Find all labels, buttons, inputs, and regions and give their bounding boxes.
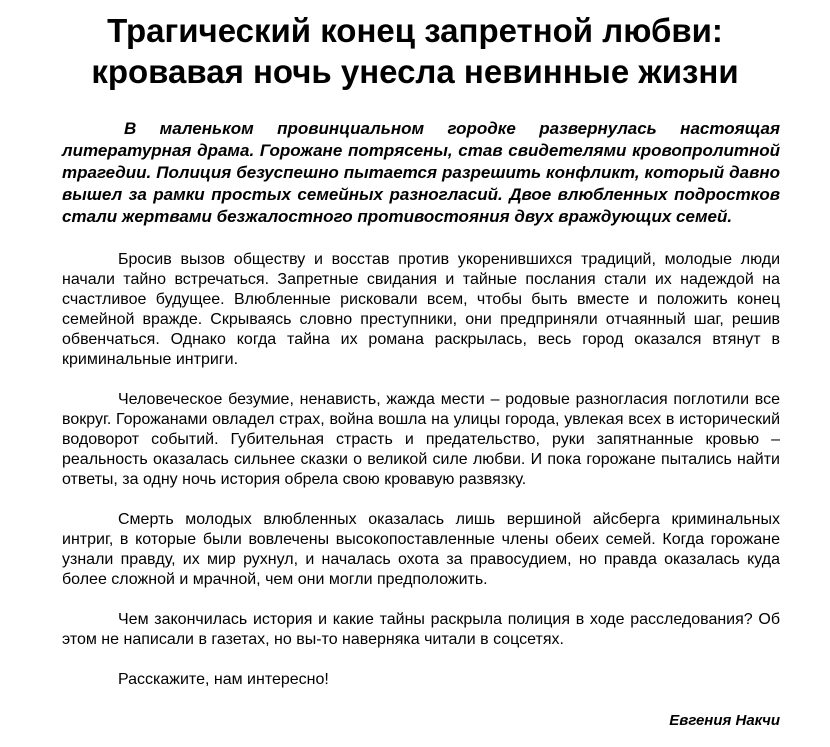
article-lead: В маленьком провинциальном городке развернулась настоящая литературная драма. Горожане потрясены, став свидетелями кровопролитной трагедии. Полиция безуспешно пытается разрешить конфликт, который давно вышел за рамки простых семейных разногласий. Двое влюбленных подростков стали жертвами безжалостного противостояния двух враждующих семей.: [62, 119, 780, 226]
article-headline: Трагический конец запретной любви: кровавая ночь унесла невинные жизни: [91, 12, 739, 90]
article-paragraph: Чем закончилась история и какие тайны раскрыла полиция в ходе расследования? Об этом не написали в газетах, но вы-то наверняка читали в соцсетях.: [62, 611, 780, 648]
article-paragraph: Бросив вызов обществу и восстав против укоренившихся традиций, молодые люди начали тайно встречаться. Запретные свидания и тайные послания стали их надеждой на счастливое будущее. Влюбленные рисковали всем, чтобы быть вместе и положить конец семейной вражде. Скрываясь словно преступники, они предприняли отчаянный шаг, решив обвенчаться. Однако когда тайна их романа раскрылась, весь город оказался втянут в криминальные интриги.: [62, 251, 780, 368]
article-author: Евгения Накчи: [669, 712, 780, 729]
article-paragraph: Смерть молодых влюбленных оказалась лишь вершиной айсберга криминальных интриг, в которые были вовлечены высокопоставленные члены обеих семей. Когда горожане узнали правду, их мир рухнул, и началась охота за правосудием, но правда оказалась куда более сложной и мрачной, чем они могли предположить.: [62, 511, 780, 588]
article-paragraph: Человеческое безумие, ненависть, жажда мести – родовые разногласия поглотили все вокруг. Горожанами овладел страх, война вошла на улицы города, увлекая всех в исторический водоворот событий. Губительная страсть и предательство, руки запятнанные кровью – реальность оказалась сильнее сказки о великой силе любви. И пока горожане пытались найти ответы, за одну ночь история обрела свою кровавую развязку.: [62, 391, 780, 488]
article-paragraph: Расскажите, нам интересно!: [118, 671, 329, 688]
